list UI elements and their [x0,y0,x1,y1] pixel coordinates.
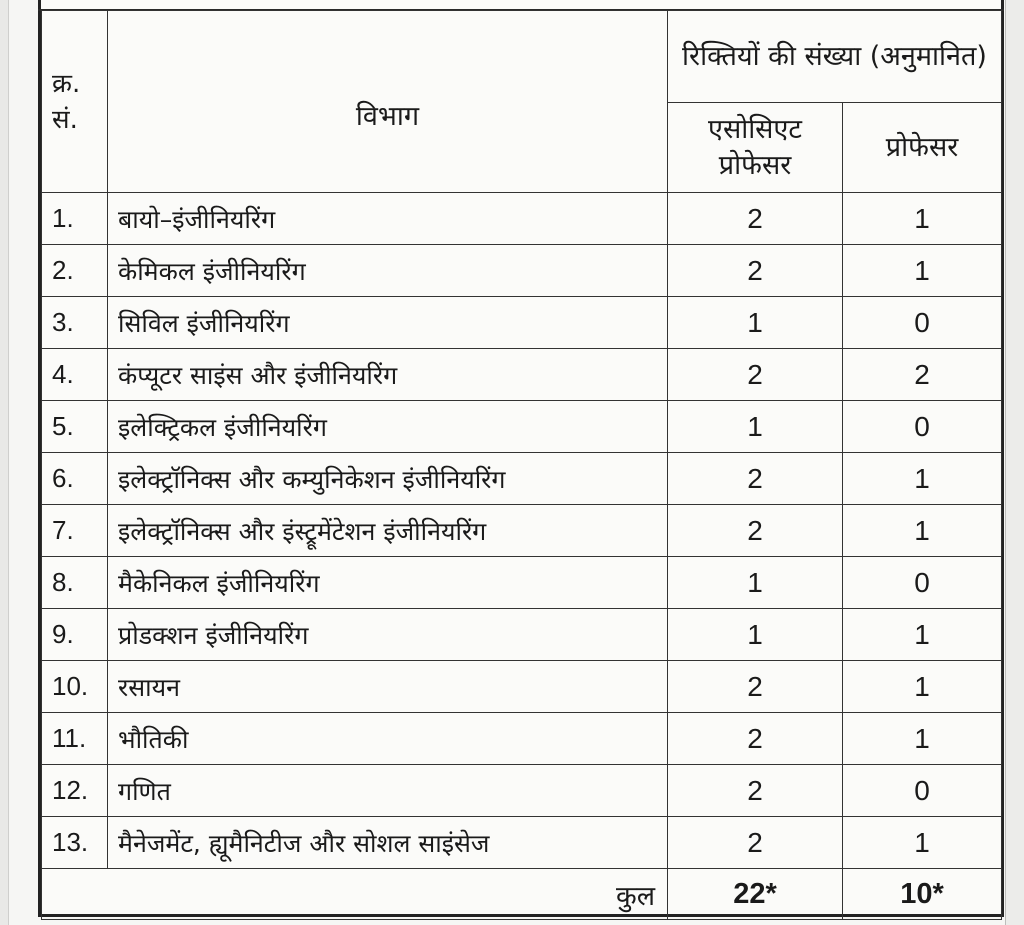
table-row [42,817,1002,869]
row-professor-count: 0 [843,557,1002,609]
row-professor-count: 0 [843,401,1002,453]
row-department: बायो–इंजीनियरिंग [108,193,668,245]
header-serial: क्र. सं. [42,11,108,193]
row-department: इलेक्ट्रिकल इंजीनियरिंग [108,401,668,453]
row-professor-count: 1 [843,245,1002,297]
row-department: इलेक्ट्रॉनिक्स और कम्युनिकेशन इंजीनियरिंग [108,453,668,505]
row-serial: 12. [42,765,108,817]
table-row [42,453,1002,505]
row-serial: 9. [42,609,108,661]
row-professor-count: 1 [843,609,1002,661]
header-professor: प्रोफेसर [843,103,1002,193]
row-associate-professor-count: 2 [668,453,843,505]
row-associate-professor-count: 2 [668,817,843,869]
row-associate-professor-count: 1 [668,557,843,609]
row-department: गणित [108,765,668,817]
header-department: विभाग [108,11,668,193]
table-row [42,557,1002,609]
row-department: कंप्यूटर साइंस और इंजीनियरिंग [108,349,668,401]
row-serial: 3. [42,297,108,349]
row-associate-professor-count: 2 [668,245,843,297]
row-serial: 13. [42,817,108,869]
total-label: कुल [42,869,668,920]
row-department: मैकेनिकल इंजीनियरिंग [108,557,668,609]
row-serial: 10. [42,661,108,713]
row-department: भौतिकी [108,713,668,765]
table-row [42,245,1002,297]
row-professor-count: 1 [843,193,1002,245]
row-department: सिविल इंजीनियरिंग [108,297,668,349]
row-professor-count: 0 [843,297,1002,349]
row-associate-professor-count: 2 [668,713,843,765]
row-associate-professor-count: 1 [668,297,843,349]
row-professor-count: 2 [843,349,1002,401]
row-department: रसायन [108,661,668,713]
row-associate-professor-count: 2 [668,193,843,245]
row-serial: 7. [42,505,108,557]
table-row [42,401,1002,453]
row-serial: 1. [42,193,108,245]
page-right-edge [1005,0,1024,925]
vacancy-table [41,10,1002,920]
table-body [42,193,1002,869]
total-row [42,869,1002,920]
row-associate-professor-count: 2 [668,661,843,713]
row-serial: 4. [42,349,108,401]
row-department: इलेक्ट्रॉनिक्स और इंस्ट्रूमेंटेशन इंजीनियरिंग [108,505,668,557]
table-row [42,609,1002,661]
table-row [42,661,1002,713]
table-row [42,713,1002,765]
page-left-edge [0,0,9,925]
row-serial: 6. [42,453,108,505]
header-associate-professor: एसोसिएट प्रोफेसर [668,103,843,193]
row-associate-professor-count: 1 [668,609,843,661]
row-professor-count: 1 [843,817,1002,869]
row-department: मैनेजमेंट, ह्यूमैनिटीज और सोशल साइंसेज [108,817,668,869]
row-professor-count: 1 [843,505,1002,557]
row-associate-professor-count: 1 [668,401,843,453]
row-department: प्रोडक्शन इंजीनियरिंग [108,609,668,661]
row-serial: 8. [42,557,108,609]
row-professor-count: 1 [843,661,1002,713]
table-row [42,297,1002,349]
row-professor-count: 0 [843,765,1002,817]
header-vacancies: रिक्तियों की संख्या (अनुमानित) [668,11,1002,103]
row-serial: 5. [42,401,108,453]
total-associate-professor: 22* [668,869,843,920]
row-professor-count: 1 [843,713,1002,765]
row-professor-count: 1 [843,453,1002,505]
table-row [42,193,1002,245]
row-associate-professor-count: 2 [668,349,843,401]
row-serial: 2. [42,245,108,297]
row-associate-professor-count: 2 [668,505,843,557]
table-row [42,765,1002,817]
table-row [42,349,1002,401]
row-associate-professor-count: 2 [668,765,843,817]
total-professor: 10* [843,869,1002,920]
row-serial: 11. [42,713,108,765]
header-row-top [42,11,1002,103]
row-department: केमिकल इंजीनियरिंग [108,245,668,297]
table-row [42,505,1002,557]
